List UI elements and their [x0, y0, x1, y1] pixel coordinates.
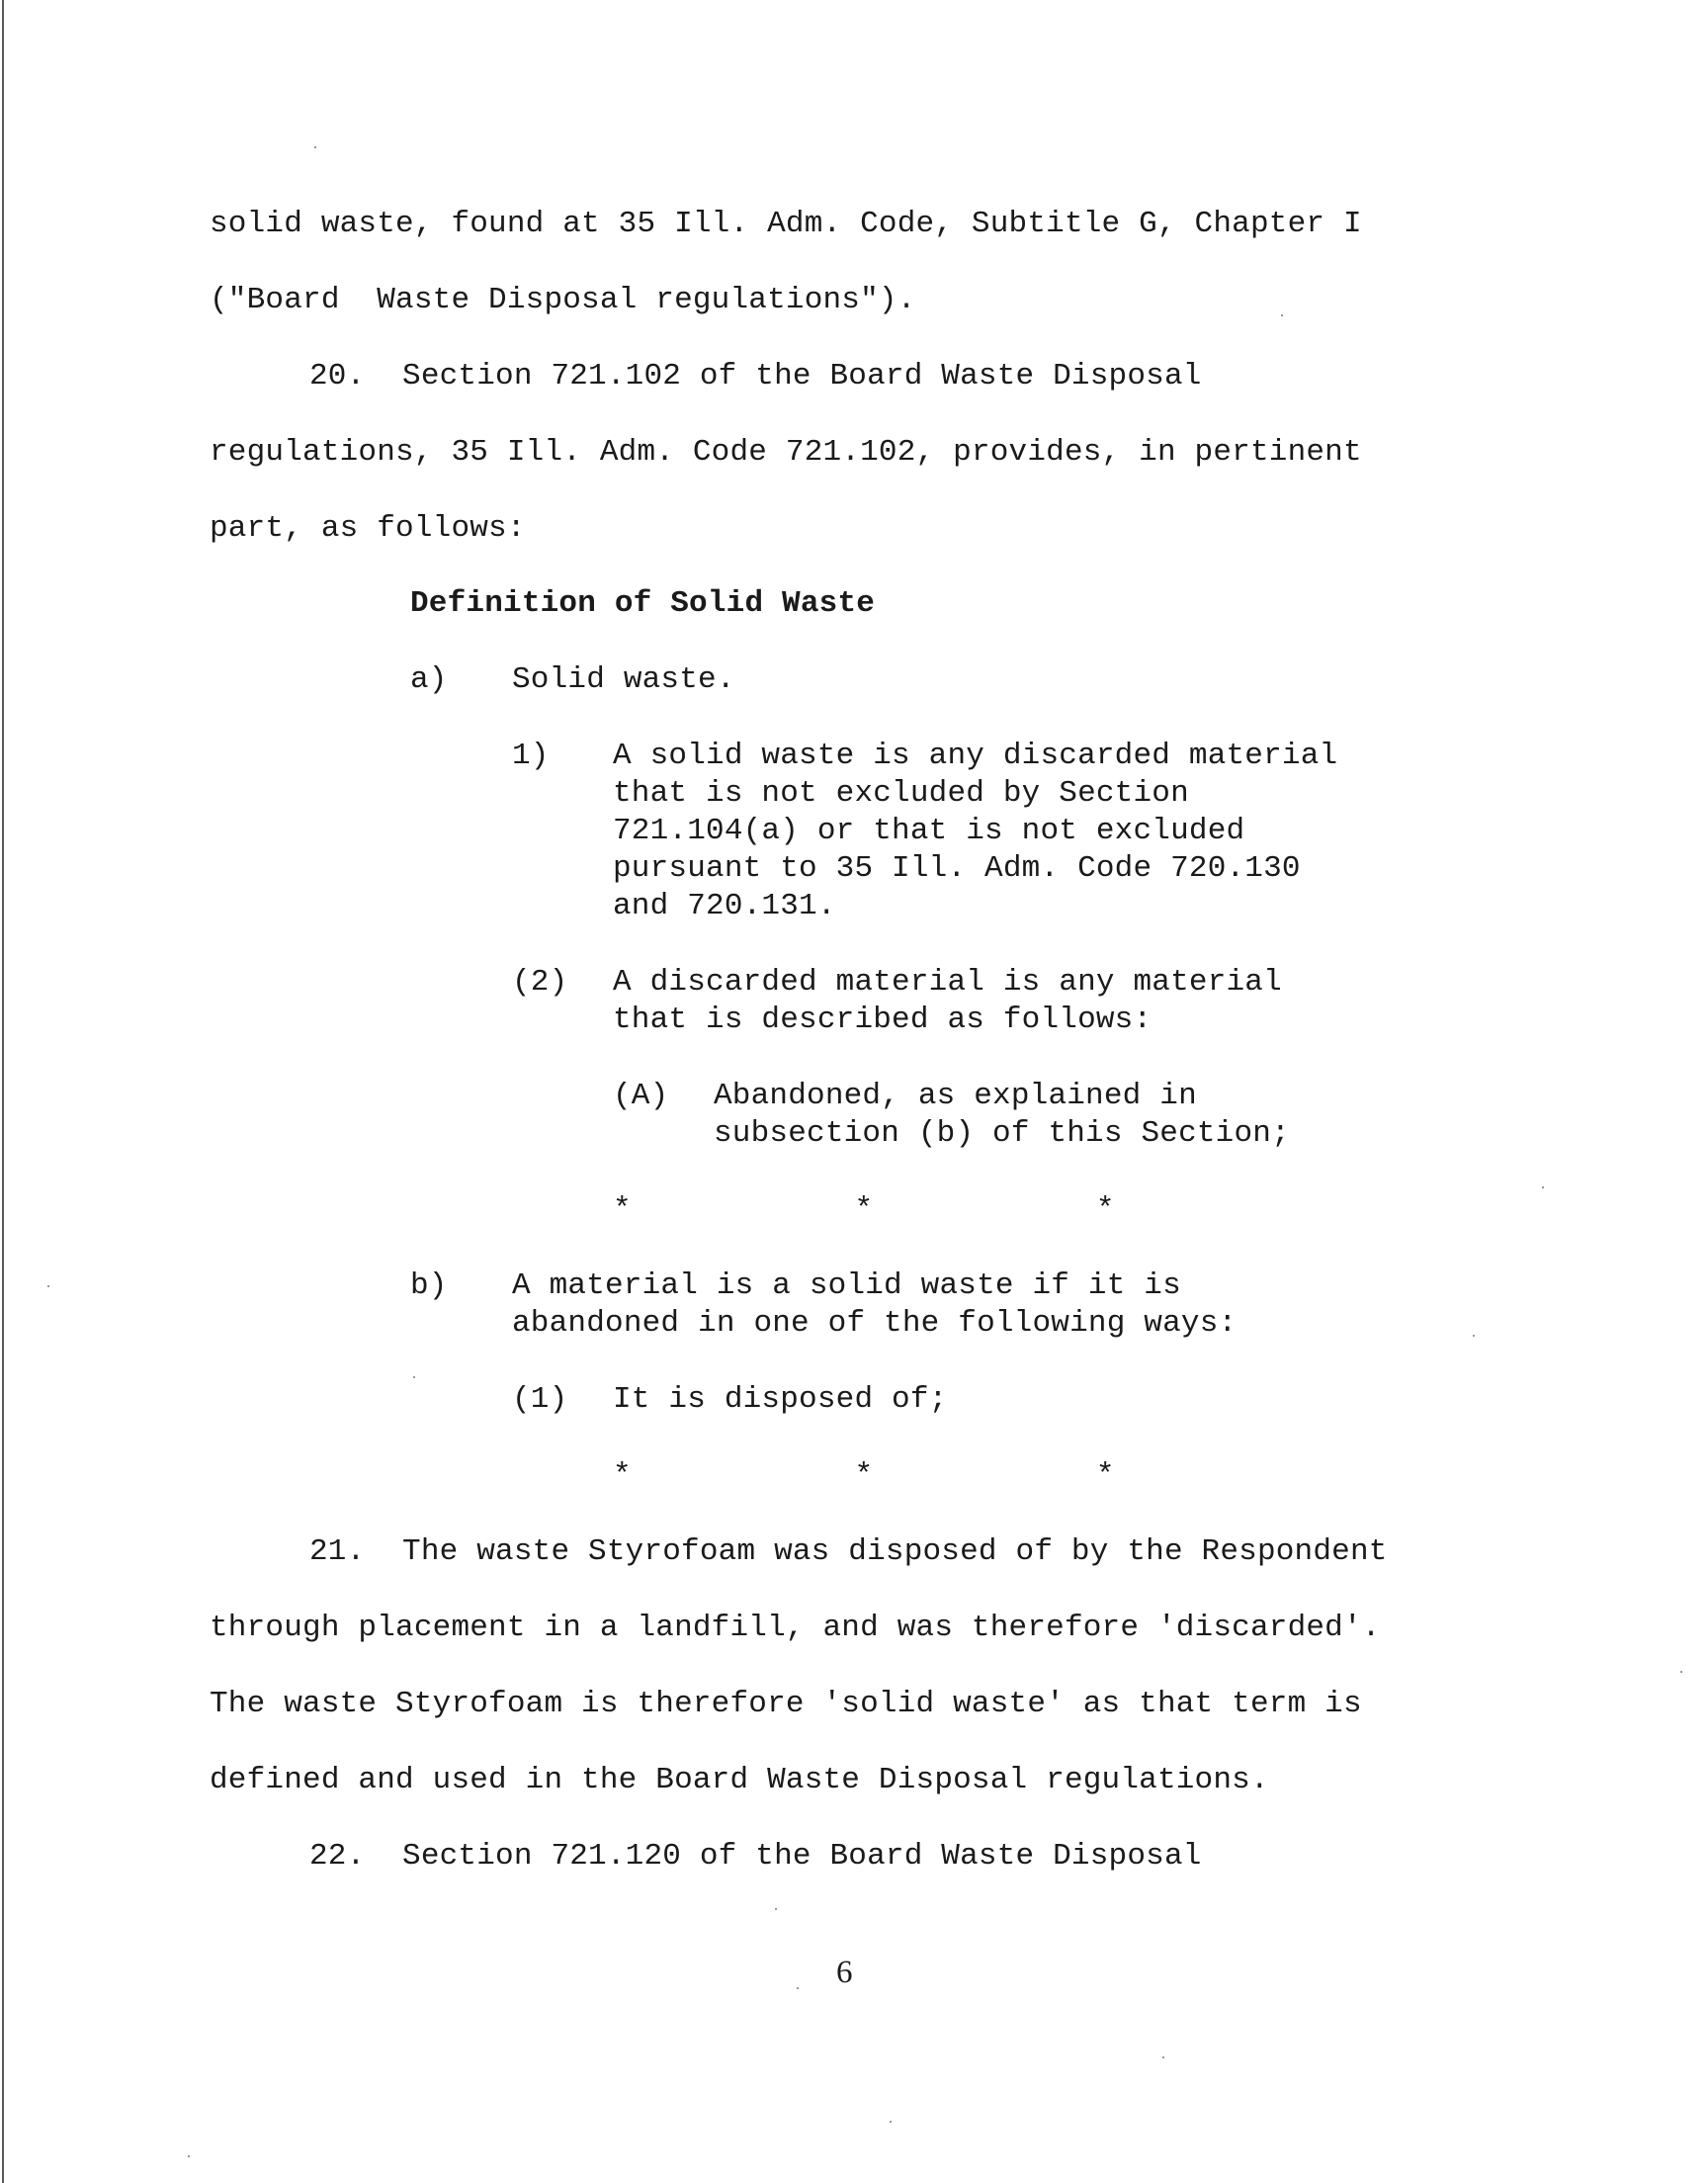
- item-text: Abandoned, as explained in: [714, 1079, 1197, 1113]
- page-number: 6: [836, 1955, 853, 1990]
- item-text: pursuant to 35 Ill. Adm. Code 720.130: [613, 851, 1301, 886]
- scan-speck: [1162, 2056, 1164, 2058]
- ellipsis-asterisks: * * *: [613, 1458, 1115, 1493]
- scan-speck: [188, 2155, 190, 2157]
- item-text: subsection (b) of this Section;: [714, 1116, 1290, 1151]
- scan-speck: [1542, 1186, 1544, 1188]
- scan-speck: [47, 1285, 49, 1287]
- body-line: regulations, 35 Ill. Adm. Code 721.102, provides, in pertinent: [210, 435, 1362, 470]
- item-marker: 1): [512, 739, 550, 773]
- scan-speck: [1473, 1335, 1475, 1337]
- scan-speck: [775, 1908, 777, 1910]
- paragraph-21-line: 21. The waste Styrofoam was disposed of by the Respondent: [309, 1534, 1388, 1569]
- item-text: It is disposed of;: [613, 1382, 948, 1417]
- scan-speck: [413, 1376, 415, 1378]
- item-marker: (A): [613, 1079, 669, 1113]
- body-line: through placement in a landfill, and was therefore 'discarded'.: [210, 1611, 1381, 1645]
- paragraph-22-line: 22. Section 721.120 of the Board Waste Disposal: [309, 1839, 1202, 1874]
- body-line: defined and used in the Board Waste Disposal regulations.: [210, 1763, 1269, 1797]
- scan-speck: [890, 2121, 892, 2123]
- item-marker: (2): [512, 965, 568, 1000]
- item-text: that is not excluded by Section: [613, 776, 1189, 811]
- body-line: solid waste, found at 35 Ill. Adm. Code, Subtitle G, Chapter I: [210, 207, 1362, 241]
- item-marker: (1): [512, 1382, 568, 1417]
- scan-speck: [797, 1987, 799, 1989]
- scan-speck: [1680, 1671, 1682, 1673]
- body-line: The waste Styrofoam is therefore 'solid waste' as that term is: [210, 1687, 1362, 1721]
- item-marker: b): [410, 1268, 448, 1303]
- paragraph-20-line: 20. Section 721.102 of the Board Waste Disposal: [309, 359, 1202, 393]
- item-marker: a): [410, 662, 448, 697]
- item-text: A solid waste is any discarded material: [613, 739, 1338, 773]
- scan-speck: [314, 146, 316, 148]
- item-text: A discarded material is any material: [613, 965, 1282, 1000]
- body-line: part, as follows:: [210, 511, 526, 546]
- body-line: ("Board Waste Disposal regulations").: [210, 283, 916, 317]
- item-text: Solid waste.: [512, 662, 735, 697]
- item-text: and 720.131.: [613, 889, 836, 923]
- item-text: abandoned in one of the following ways:: [512, 1306, 1238, 1341]
- item-text: A material is a solid waste if it is: [512, 1268, 1181, 1303]
- ellipsis-asterisks: * * *: [613, 1192, 1115, 1227]
- quote-heading: Definition of Solid Waste: [410, 586, 876, 621]
- scan-speck: [1281, 314, 1283, 316]
- item-text: 721.104(a) or that is not excluded: [613, 814, 1245, 848]
- scan-edge-line: [2, 0, 4, 2183]
- item-text: that is described as follows:: [613, 1003, 1153, 1037]
